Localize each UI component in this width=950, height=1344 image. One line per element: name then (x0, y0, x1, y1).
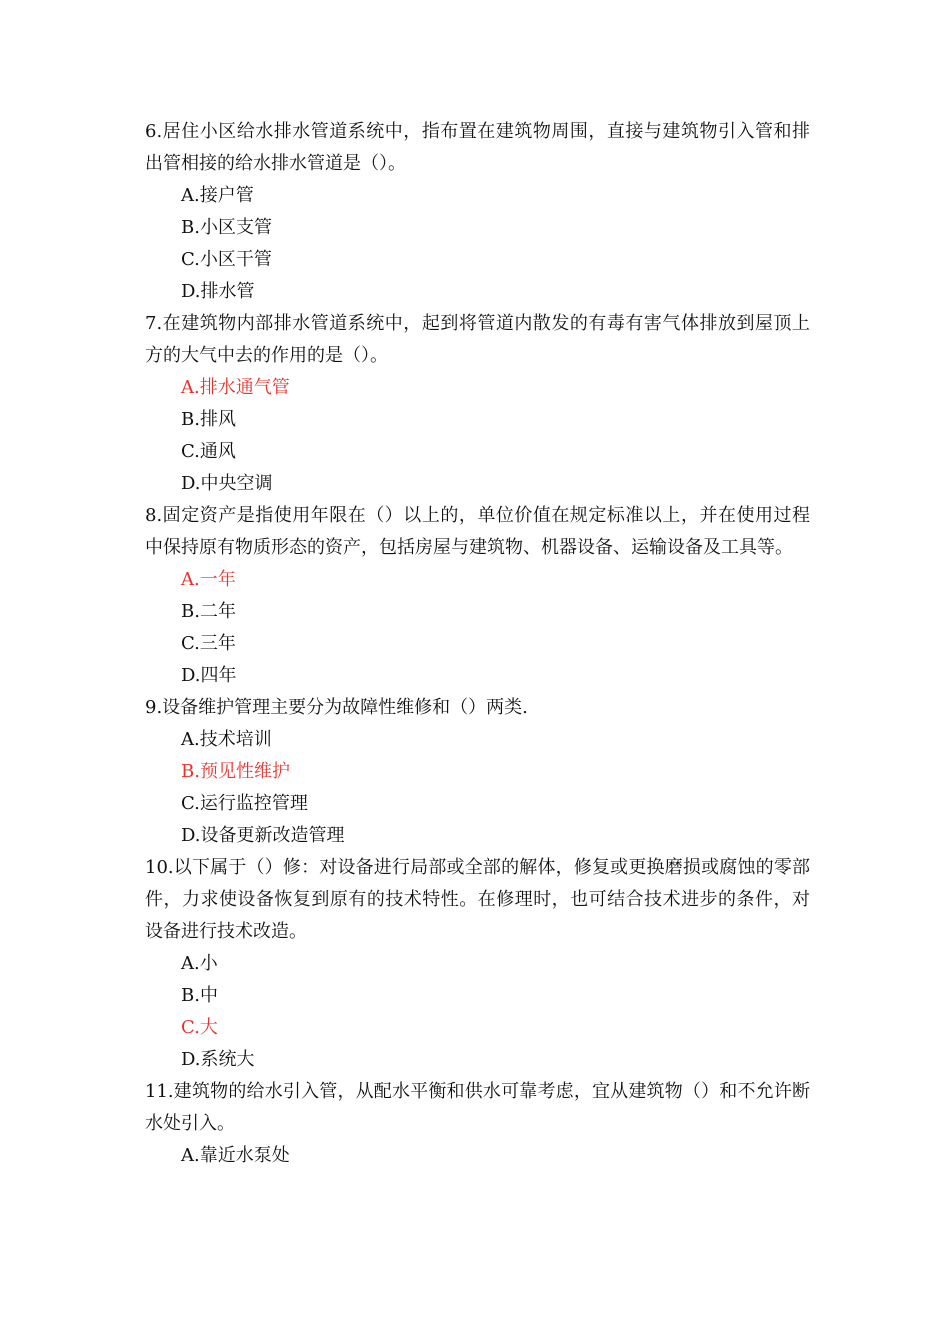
option-item: D.中央空调 (181, 473, 273, 494)
answer-option-item: B.预见性维护 (181, 761, 290, 782)
question-list (145, 116, 810, 1172)
question-text: 10.以下属于（）修：对设备进行局部或全部的解体，修复或更换磨损或腐蚀的零部件，力求使设备恢复到原有的技术特性。在修理时，也可结合技术进步的条件，对设备进行技术改造。 (145, 857, 810, 942)
question-block-7 (145, 308, 810, 500)
question-text: 8.固定资产是指使用年限在（）以上的，单位价值在规定标准以上，并在使用过程中保持原有物质形态的资产，包括房屋与建筑物、机器设备、运输设备及工具等。 (145, 505, 810, 558)
option-item: B.小区支管 (181, 217, 272, 238)
question-text: 6.居住小区给水排水管道系统中，指布置在建筑物周围，直接与建筑物引入管和排出管相接的给水排水管道是（）。 (145, 121, 810, 174)
answer-option-item: A.一年 (181, 569, 236, 590)
option-item: A.靠近水泵处 (181, 1145, 290, 1166)
answer-option-item: A.排水通气管 (181, 377, 290, 398)
question-block-11 (145, 1076, 810, 1172)
question-block-9 (145, 692, 810, 852)
question-text: 11.建筑物的给水引入管，从配水平衡和供水可靠考虑，宜从建筑物（）和不允许断水处引入。 (145, 1081, 810, 1134)
option-item: A.接户管 (181, 185, 254, 206)
question-text: 7.在建筑物内部排水管道系统中，起到将管道内散发的有毒有害气体排放到屋顶上方的大气中去的作用的是（）。 (145, 313, 810, 366)
option-item: A.技术培训 (181, 729, 272, 750)
answer-option-item: C.大 (181, 1017, 218, 1038)
option-item: C.小区干管 (181, 249, 272, 270)
option-item: A.小 (181, 953, 218, 974)
question-block-6 (145, 116, 810, 308)
option-item: D.系统大 (181, 1049, 255, 1070)
option-item: B.排风 (181, 409, 236, 430)
question-text: 9.设备维护管理主要分为故障性维修和（）两类. (145, 697, 528, 718)
option-item: C.三年 (181, 633, 236, 654)
option-item: B.中 (181, 985, 218, 1006)
option-item: D.排水管 (181, 281, 255, 302)
option-item: D.四年 (181, 665, 237, 686)
option-item: B.二年 (181, 601, 236, 622)
question-block-10 (145, 852, 810, 1076)
option-item: C.运行监控管理 (181, 793, 308, 814)
option-item: D.设备更新改造管理 (181, 825, 345, 846)
option-item: C.通风 (181, 441, 236, 462)
question-block-8 (145, 500, 810, 692)
